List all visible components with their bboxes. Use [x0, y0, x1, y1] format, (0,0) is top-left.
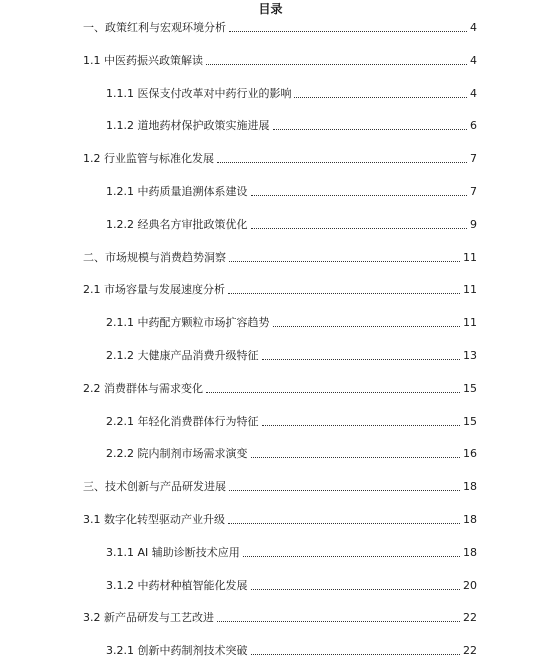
toc-dot-leader — [229, 31, 467, 32]
toc-entry-text: 二、市场规模与消费趋势洞察 — [83, 250, 226, 264]
toc-entry-text: 2.1.2 大健康产品消费升级特征 — [106, 349, 259, 362]
toc-entry-text: 1.2.2 经典名方审批政策优化 — [106, 217, 248, 231]
toc-entry[interactable] — [106, 118, 477, 134]
toc-entry[interactable] — [106, 578, 477, 594]
toc-dot-leader — [251, 457, 461, 458]
toc-entry-page: 11 — [463, 250, 477, 264]
toc-entry-page: 9 — [470, 217, 477, 231]
toc-entry[interactable] — [106, 86, 477, 102]
toc-dot-leader — [217, 621, 460, 622]
toc-entry[interactable] — [83, 479, 477, 495]
toc-entry-text: 2.2.2 院内制剂市场需求演变 — [106, 447, 248, 461]
toc-dot-leader — [229, 261, 460, 262]
toc-entry-page: 4 — [470, 21, 477, 34]
toc-entry-text: 3.2 新产品研发与工艺改进 — [83, 611, 214, 625]
toc-entry-page: 18 — [463, 513, 477, 526]
toc-entry-page: 7 — [470, 152, 477, 166]
toc-dot-leader — [206, 64, 467, 65]
toc-entry-page: 15 — [463, 414, 477, 428]
toc-dot-leader — [228, 523, 460, 524]
toc-entry-page: 18 — [463, 545, 477, 559]
toc-entry[interactable] — [83, 381, 477, 397]
toc-entry[interactable] — [83, 610, 477, 626]
toc-entry-page: 11 — [463, 283, 477, 297]
toc-dot-leader — [251, 228, 468, 229]
toc-entry[interactable] — [83, 151, 477, 167]
toc-dot-leader — [251, 195, 468, 196]
toc-entry[interactable] — [83, 20, 477, 36]
toc-dot-leader — [262, 359, 461, 360]
toc-dot-leader — [273, 326, 461, 327]
toc-entry-text: 3.1 数字化转型驱动产业升级 — [83, 513, 225, 526]
toc-title: 目录 — [258, 2, 283, 16]
toc-entry-page: 22 — [463, 611, 477, 625]
toc-entry-text: 3.2.1 创新中药制剂技术突破 — [106, 644, 248, 658]
toc-entry[interactable] — [83, 250, 477, 266]
toc-entry[interactable] — [106, 446, 477, 462]
toc-entry-page: 22 — [463, 644, 477, 658]
toc-entry-page: 15 — [463, 381, 477, 395]
toc-dot-leader — [206, 392, 460, 393]
toc-dot-leader — [294, 97, 467, 98]
toc-entry-text: 3.1.1 AI 辅助诊断技术应用 — [106, 545, 240, 559]
toc-entry[interactable] — [83, 53, 477, 69]
toc-dot-leader — [217, 162, 467, 163]
toc-entry-page: 6 — [470, 119, 477, 133]
toc-entry-page: 11 — [463, 316, 477, 330]
toc-entry[interactable] — [83, 512, 477, 528]
toc-entry-text: 1.1 中医药振兴政策解读 — [83, 53, 203, 67]
toc-entry[interactable] — [106, 217, 477, 233]
toc-entry-page: 13 — [463, 349, 477, 362]
toc-entry-text: 2.2 消费群体与需求变化 — [83, 381, 203, 395]
toc-entry[interactable] — [106, 315, 477, 331]
toc-entry-text: 2.1 市场容量与发展速度分析 — [83, 283, 225, 297]
toc-entry[interactable] — [106, 643, 477, 659]
toc-entry-text: 三、技术创新与产品研发进展 — [83, 480, 226, 494]
toc-dot-leader — [262, 425, 461, 426]
toc-entry-page: 4 — [470, 86, 477, 100]
toc-dot-leader — [251, 654, 461, 655]
toc-dot-leader — [273, 129, 468, 130]
toc-dot-leader — [251, 589, 461, 590]
toc-entry-text: 一、政策红利与宏观环境分析 — [83, 21, 226, 34]
toc-entry[interactable] — [83, 282, 477, 298]
toc-entry-page: 7 — [470, 185, 477, 198]
toc-dot-leader — [228, 293, 460, 294]
toc-entry[interactable] — [106, 184, 477, 200]
toc-entry[interactable] — [106, 348, 477, 364]
toc-entry-text: 3.1.2 中药材种植智能化发展 — [106, 578, 248, 592]
toc-entry-text: 1.1.1 医保支付改革对中药行业的影响 — [106, 86, 292, 100]
toc-entry[interactable] — [106, 414, 477, 430]
toc-entry-text: 2.2.1 年轻化消费群体行为特征 — [106, 414, 259, 428]
toc-entry-text: 1.2.1 中药质量追溯体系建设 — [106, 185, 248, 198]
toc-entry-page: 18 — [463, 480, 477, 494]
toc-entry-page: 16 — [463, 447, 477, 461]
toc-entry-text: 1.2 行业监管与标准化发展 — [83, 152, 214, 166]
toc-entry[interactable] — [106, 545, 477, 561]
toc-entry-page: 20 — [463, 578, 477, 592]
toc-dot-leader — [243, 556, 460, 557]
toc-entry-page: 4 — [470, 53, 477, 67]
toc-dot-leader — [229, 490, 460, 491]
toc-entry-text: 1.1.2 道地药材保护政策实施进展 — [106, 119, 270, 133]
toc-entry-text: 2.1.1 中药配方颗粒市场扩容趋势 — [106, 316, 270, 330]
